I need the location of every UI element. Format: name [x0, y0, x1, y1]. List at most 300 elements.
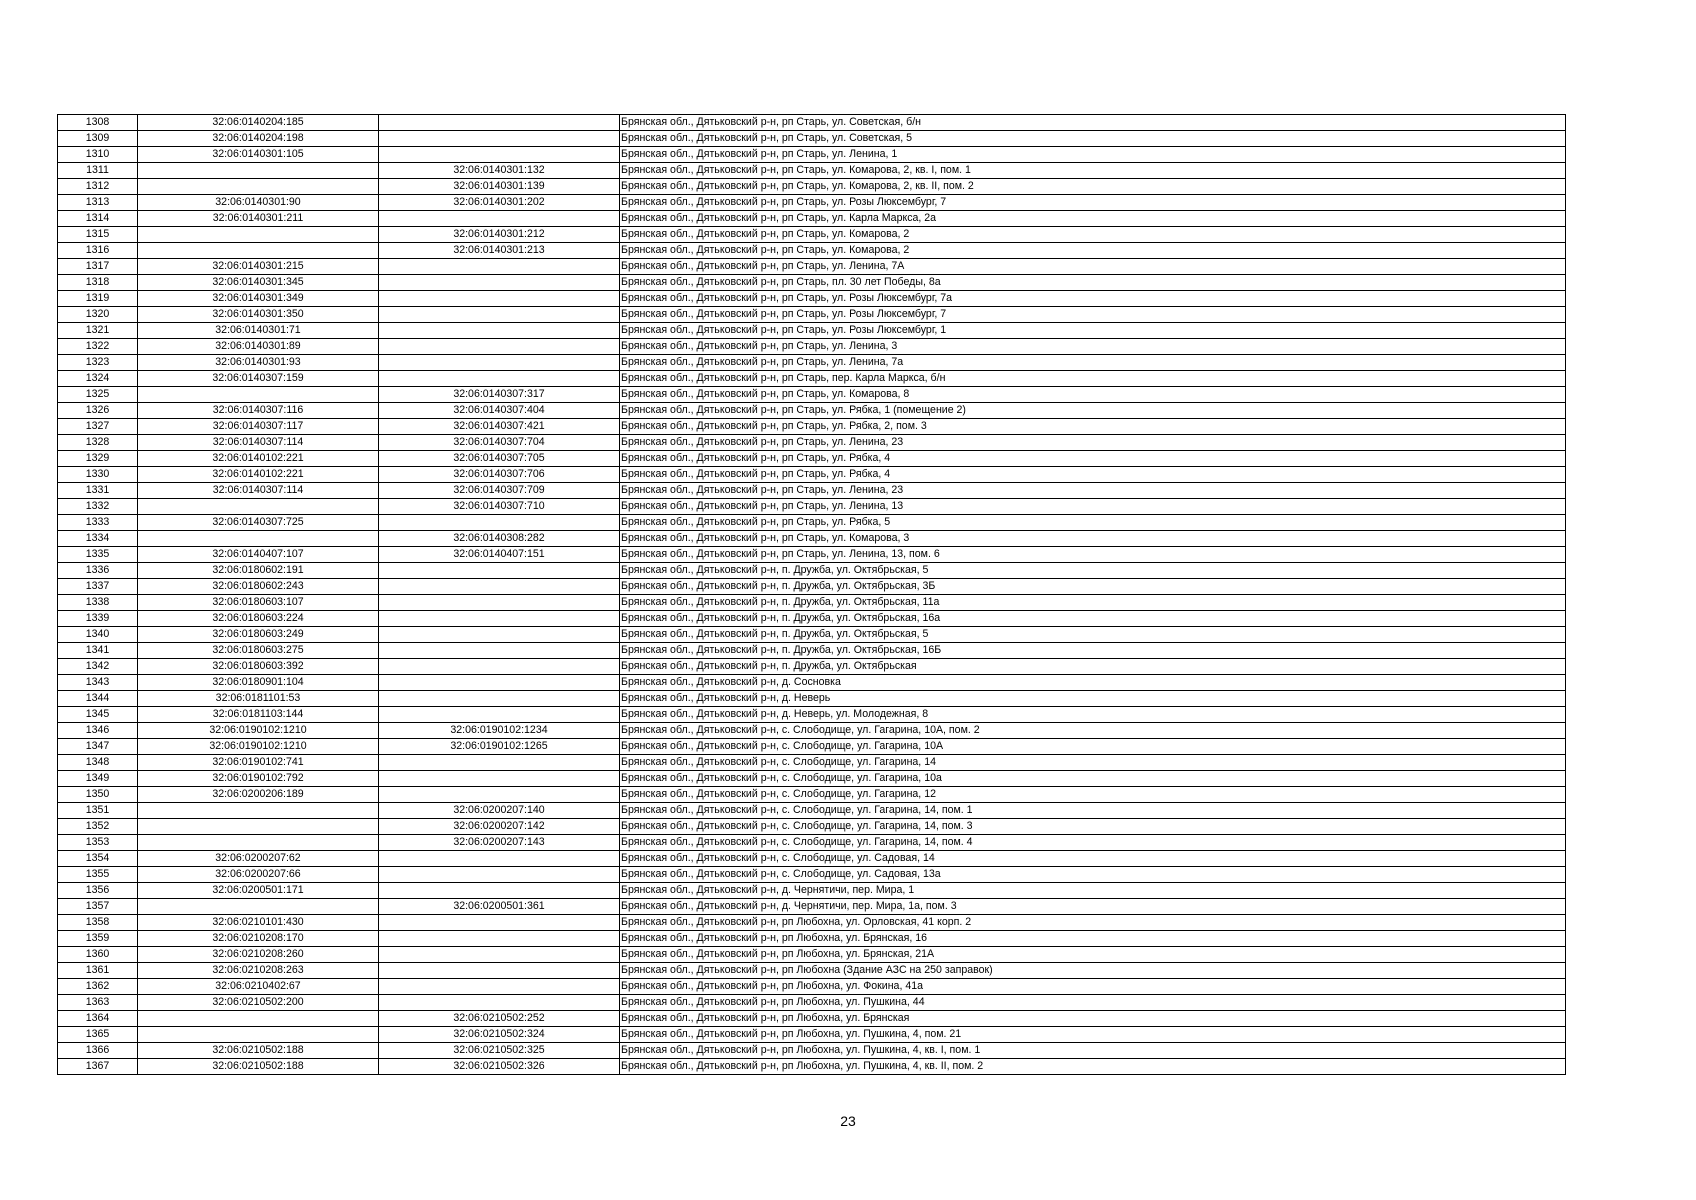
row-number-cell: 1315 [58, 227, 138, 243]
cadastral-number-cell [138, 227, 379, 243]
address-cell: Брянская обл., Дятьковский р-н, рп Старь, ул. Розы Люксембург, 1 [620, 323, 1566, 339]
table-row [58, 691, 1566, 707]
linked-cadastral-number-cell: 32:06:0140407:151 [379, 547, 620, 563]
table-row [58, 179, 1566, 195]
row-number-cell: 1318 [58, 275, 138, 291]
address-cell: Брянская обл., Дятьковский р-н, п. Дружба, ул. Октябрьская [620, 659, 1566, 675]
cadastral-number-cell: 32:06:0210402:67 [138, 979, 379, 995]
address-cell: Брянская обл., Дятьковский р-н, рп Любохна, ул. Брянская, 16 [620, 931, 1566, 947]
linked-cadastral-number-cell: 32:06:0140307:710 [379, 499, 620, 515]
address-cell: Брянская обл., Дятьковский р-н, с. Слободище, ул. Гагарина, 10А [620, 739, 1566, 755]
address-cell: Брянская обл., Дятьковский р-н, д. Чернятичи, пер. Мира, 1а, пом. 3 [620, 899, 1566, 915]
cadastral-number-cell [138, 243, 379, 259]
address-cell: Брянская обл., Дятьковский р-н, п. Дружба, ул. Октябрьская, 16а [620, 611, 1566, 627]
linked-cadastral-number-cell [379, 275, 620, 291]
table-row [58, 451, 1566, 467]
address-cell: Брянская обл., Дятьковский р-н, рп Любохна, ул. Пушкина, 44 [620, 995, 1566, 1011]
address-cell: Брянская обл., Дятьковский р-н, с. Слободище, ул. Гагарина, 10а [620, 771, 1566, 787]
cadastral-number-cell [138, 387, 379, 403]
table-row [58, 195, 1566, 211]
table-row [58, 947, 1566, 963]
linked-cadastral-number-cell: 32:06:0140307:706 [379, 467, 620, 483]
table-row [58, 291, 1566, 307]
cadastral-number-cell [138, 835, 379, 851]
table-row [58, 547, 1566, 563]
cadastral-number-cell: 32:06:0140204:185 [138, 115, 379, 131]
cadastral-number-cell: 32:06:0140301:211 [138, 211, 379, 227]
linked-cadastral-number-cell: 32:06:0200207:143 [379, 835, 620, 851]
linked-cadastral-number-cell: 32:06:0140301:213 [379, 243, 620, 259]
table-row [58, 643, 1566, 659]
linked-cadastral-number-cell [379, 931, 620, 947]
cadastral-number-cell: 32:06:0140307:725 [138, 515, 379, 531]
linked-cadastral-number-cell: 32:06:0140301:132 [379, 163, 620, 179]
address-cell: Брянская обл., Дятьковский р-н, рп Любохна, ул. Орловская, 41 корп. 2 [620, 915, 1566, 931]
cadastral-number-cell: 32:06:0190102:1210 [138, 739, 379, 755]
table-row [58, 227, 1566, 243]
table-row [58, 979, 1566, 995]
cadastral-number-cell: 32:06:0140301:350 [138, 307, 379, 323]
linked-cadastral-number-cell [379, 867, 620, 883]
address-cell: Брянская обл., Дятьковский р-н, рп Старь, ул. Ленина, 23 [620, 483, 1566, 499]
table-row [58, 771, 1566, 787]
table-row [58, 915, 1566, 931]
address-cell: Брянская обл., Дятьковский р-н, рп Старь, ул. Комарова, 3 [620, 531, 1566, 547]
cadastral-number-cell: 32:06:0140307:114 [138, 483, 379, 499]
address-cell: Брянская обл., Дятьковский р-н, рп Старь, ул. Ленина, 1 [620, 147, 1566, 163]
linked-cadastral-number-cell [379, 771, 620, 787]
linked-cadastral-number-cell [379, 707, 620, 723]
row-number-cell: 1352 [58, 819, 138, 835]
linked-cadastral-number-cell: 32:06:0140307:421 [379, 419, 620, 435]
table-row [58, 659, 1566, 675]
linked-cadastral-number-cell [379, 643, 620, 659]
address-cell: Брянская обл., Дятьковский р-н, рп Старь, ул. Карла Маркса, 2а [620, 211, 1566, 227]
linked-cadastral-number-cell [379, 307, 620, 323]
table-row [58, 371, 1566, 387]
row-number-cell: 1332 [58, 499, 138, 515]
linked-cadastral-number-cell [379, 659, 620, 675]
linked-cadastral-number-cell [379, 211, 620, 227]
row-number-cell: 1350 [58, 787, 138, 803]
address-cell: Брянская обл., Дятьковский р-н, рп Старь, ул. Ленина, 7А [620, 259, 1566, 275]
address-cell: Брянская обл., Дятьковский р-н, д. Чернятичи, пер. Мира, 1 [620, 883, 1566, 899]
row-number-cell: 1346 [58, 723, 138, 739]
linked-cadastral-number-cell: 32:06:0140307:317 [379, 387, 620, 403]
linked-cadastral-number-cell [379, 563, 620, 579]
row-number-cell: 1342 [58, 659, 138, 675]
linked-cadastral-number-cell: 32:06:0140308:282 [379, 531, 620, 547]
row-number-cell: 1357 [58, 899, 138, 915]
row-number-cell: 1362 [58, 979, 138, 995]
table-row [58, 819, 1566, 835]
row-number-cell: 1312 [58, 179, 138, 195]
table-row [58, 595, 1566, 611]
table-row [58, 963, 1566, 979]
cadastral-number-cell: 32:06:0180901:104 [138, 675, 379, 691]
table-row [58, 995, 1566, 1011]
linked-cadastral-number-cell: 32:06:0140307:704 [379, 435, 620, 451]
linked-cadastral-number-cell [379, 371, 620, 387]
linked-cadastral-number-cell [379, 611, 620, 627]
row-number-cell: 1341 [58, 643, 138, 659]
cadastral-number-cell [138, 1011, 379, 1027]
address-cell: Брянская обл., Дятьковский р-н, рп Любохна, ул. Пушкина, 4, кв. I, пом. 1 [620, 1043, 1566, 1059]
row-number-cell: 1310 [58, 147, 138, 163]
row-number-cell: 1326 [58, 403, 138, 419]
cadastral-number-cell: 32:06:0180603:249 [138, 627, 379, 643]
row-number-cell: 1337 [58, 579, 138, 595]
linked-cadastral-number-cell: 32:06:0210502:252 [379, 1011, 620, 1027]
address-cell: Брянская обл., Дятьковский р-н, с. Слободище, ул. Гагарина, 14, пом. 4 [620, 835, 1566, 851]
table-row [58, 675, 1566, 691]
row-number-cell: 1331 [58, 483, 138, 499]
page-number: 23 [840, 1113, 856, 1129]
row-number-cell: 1330 [58, 467, 138, 483]
address-cell: Брянская обл., Дятьковский р-н, п. Дружба, ул. Октябрьская, 5 [620, 627, 1566, 643]
linked-cadastral-number-cell: 32:06:0190102:1234 [379, 723, 620, 739]
linked-cadastral-number-cell: 32:06:0210502:324 [379, 1027, 620, 1043]
row-number-cell: 1309 [58, 131, 138, 147]
row-number-cell: 1314 [58, 211, 138, 227]
cadastral-number-cell: 32:06:0210502:188 [138, 1043, 379, 1059]
linked-cadastral-number-cell: 32:06:0210502:325 [379, 1043, 620, 1059]
row-number-cell: 1313 [58, 195, 138, 211]
row-number-cell: 1323 [58, 355, 138, 371]
table-row [58, 755, 1566, 771]
table-row [58, 723, 1566, 739]
table-row [58, 307, 1566, 323]
address-cell: Брянская обл., Дятьковский р-н, п. Дружба, ул. Октябрьская, 16Б [620, 643, 1566, 659]
row-number-cell: 1344 [58, 691, 138, 707]
linked-cadastral-number-cell [379, 755, 620, 771]
linked-cadastral-number-cell [379, 147, 620, 163]
table-row [58, 403, 1566, 419]
row-number-cell: 1338 [58, 595, 138, 611]
cadastral-number-cell [138, 163, 379, 179]
cadastral-number-cell: 32:06:0210208:170 [138, 931, 379, 947]
address-cell: Брянская обл., Дятьковский р-н, рп Старь, ул. Розы Люксембург, 7 [620, 307, 1566, 323]
linked-cadastral-number-cell [379, 339, 620, 355]
address-cell: Брянская обл., Дятьковский р-н, д. Сосновка [620, 675, 1566, 691]
cadastral-number-cell: 32:06:0180603:224 [138, 611, 379, 627]
linked-cadastral-number-cell [379, 915, 620, 931]
table-row [58, 259, 1566, 275]
linked-cadastral-number-cell [379, 979, 620, 995]
row-number-cell: 1365 [58, 1027, 138, 1043]
cadastral-number-cell: 32:06:0180602:243 [138, 579, 379, 595]
linked-cadastral-number-cell: 32:06:0190102:1265 [379, 739, 620, 755]
cadastral-number-cell: 32:06:0140301:349 [138, 291, 379, 307]
linked-cadastral-number-cell [379, 883, 620, 899]
table-row [58, 499, 1566, 515]
row-number-cell: 1328 [58, 435, 138, 451]
cadastral-number-cell [138, 1027, 379, 1043]
linked-cadastral-number-cell [379, 627, 620, 643]
row-number-cell: 1348 [58, 755, 138, 771]
table-row [58, 355, 1566, 371]
table-row [58, 851, 1566, 867]
cadastral-number-cell: 32:06:0210502:200 [138, 995, 379, 1011]
address-cell: Брянская обл., Дятьковский р-н, рп Любохна, ул. Пушкина, 4, кв. II, пом. 2 [620, 1059, 1566, 1075]
row-number-cell: 1363 [58, 995, 138, 1011]
address-cell: Брянская обл., Дятьковский р-н, рп Старь, ул. Ленина, 23 [620, 435, 1566, 451]
cadastral-number-cell [138, 819, 379, 835]
row-number-cell: 1321 [58, 323, 138, 339]
cadastral-number-cell: 32:06:0210502:188 [138, 1059, 379, 1075]
row-number-cell: 1336 [58, 563, 138, 579]
cadastral-number-cell: 32:06:0180603:275 [138, 643, 379, 659]
row-number-cell: 1324 [58, 371, 138, 387]
row-number-cell: 1319 [58, 291, 138, 307]
row-number-cell: 1354 [58, 851, 138, 867]
address-cell: Брянская обл., Дятьковский р-н, рп Старь, ул. Ленина, 13 [620, 499, 1566, 515]
cadastral-number-cell: 32:06:0140204:198 [138, 131, 379, 147]
linked-cadastral-number-cell [379, 851, 620, 867]
row-number-cell: 1339 [58, 611, 138, 627]
row-number-cell: 1358 [58, 915, 138, 931]
cadastral-number-cell: 32:06:0140301:93 [138, 355, 379, 371]
cadastral-number-cell: 32:06:0140301:89 [138, 339, 379, 355]
address-cell: Брянская обл., Дятьковский р-н, с. Слободище, ул. Гагарина, 12 [620, 787, 1566, 803]
cadastral-number-cell: 32:06:0200207:62 [138, 851, 379, 867]
address-cell: Брянская обл., Дятьковский р-н, рп Старь, ул. Ленина, 7а [620, 355, 1566, 371]
row-number-cell: 1355 [58, 867, 138, 883]
cadastral-number-cell: 32:06:0140102:221 [138, 467, 379, 483]
address-cell: Брянская обл., Дятьковский р-н, рп Старь, ул. Комарова, 2 [620, 227, 1566, 243]
address-cell: Брянская обл., Дятьковский р-н, д. Неверь [620, 691, 1566, 707]
address-cell: Брянская обл., Дятьковский р-н, рп Старь, ул. Рябка, 1 (помещение 2) [620, 403, 1566, 419]
linked-cadastral-number-cell: 32:06:0140307:709 [379, 483, 620, 499]
address-cell: Брянская обл., Дятьковский р-н, рп Старь, ул. Советская, б/н [620, 115, 1566, 131]
linked-cadastral-number-cell: 32:06:0200501:361 [379, 899, 620, 915]
row-number-cell: 1361 [58, 963, 138, 979]
table-row [58, 627, 1566, 643]
table-row [58, 883, 1566, 899]
linked-cadastral-number-cell [379, 947, 620, 963]
row-number-cell: 1335 [58, 547, 138, 563]
table-row [58, 147, 1566, 163]
row-number-cell: 1347 [58, 739, 138, 755]
linked-cadastral-number-cell: 32:06:0140301:139 [379, 179, 620, 195]
table-row [58, 563, 1566, 579]
table-row [58, 611, 1566, 627]
address-cell: Брянская обл., Дятьковский р-н, с. Слободище, ул. Гагарина, 10А, пом. 2 [620, 723, 1566, 739]
row-number-cell: 1359 [58, 931, 138, 947]
cadastral-number-cell: 32:06:0140301:71 [138, 323, 379, 339]
linked-cadastral-number-cell: 32:06:0210502:326 [379, 1059, 620, 1075]
table-row [58, 1043, 1566, 1059]
cadastral-number-cell: 32:06:0140102:221 [138, 451, 379, 467]
address-cell: Брянская обл., Дятьковский р-н, рп Старь, ул. Комарова, 8 [620, 387, 1566, 403]
cadastral-number-cell: 32:06:0200501:171 [138, 883, 379, 899]
address-cell: Брянская обл., Дятьковский р-н, п. Дружба, ул. Октябрьская, 3Б [620, 579, 1566, 595]
linked-cadastral-number-cell: 32:06:0200207:142 [379, 819, 620, 835]
address-cell: Брянская обл., Дятьковский р-н, рп Старь, ул. Рябка, 2, пом. 3 [620, 419, 1566, 435]
row-number-cell: 1317 [58, 259, 138, 275]
row-number-cell: 1334 [58, 531, 138, 547]
row-number-cell: 1308 [58, 115, 138, 131]
cadastral-number-cell [138, 499, 379, 515]
linked-cadastral-number-cell: 32:06:0140307:705 [379, 451, 620, 467]
table-row [58, 835, 1566, 851]
linked-cadastral-number-cell [379, 131, 620, 147]
address-cell: Брянская обл., Дятьковский р-н, рп Старь, ул. Советская, 5 [620, 131, 1566, 147]
row-number-cell: 1366 [58, 1043, 138, 1059]
table-row [58, 323, 1566, 339]
address-cell: Брянская обл., Дятьковский р-н, с. Слободище, ул. Гагарина, 14, пом. 1 [620, 803, 1566, 819]
cadastral-number-cell [138, 179, 379, 195]
row-number-cell: 1322 [58, 339, 138, 355]
row-number-cell: 1351 [58, 803, 138, 819]
row-number-cell: 1360 [58, 947, 138, 963]
cadastral-number-cell: 32:06:0180603:107 [138, 595, 379, 611]
cadastral-number-cell: 32:06:0181101:53 [138, 691, 379, 707]
address-cell: Брянская обл., Дятьковский р-н, рп Старь, ул. Ленина, 3 [620, 339, 1566, 355]
table-row [58, 899, 1566, 915]
table-row [58, 579, 1566, 595]
cadastral-number-cell: 32:06:0190102:741 [138, 755, 379, 771]
linked-cadastral-number-cell [379, 787, 620, 803]
table-row [58, 867, 1566, 883]
row-number-cell: 1333 [58, 515, 138, 531]
address-cell: Брянская обл., Дятьковский р-н, д. Неверь, ул. Молодежная, 8 [620, 707, 1566, 723]
table-row [58, 803, 1566, 819]
linked-cadastral-number-cell: 32:06:0140301:212 [379, 227, 620, 243]
address-cell: Брянская обл., Дятьковский р-н, с. Слободище, ул. Садовая, 13а [620, 867, 1566, 883]
row-number-cell: 1325 [58, 387, 138, 403]
table-row [58, 275, 1566, 291]
cadastral-table-body [58, 115, 1566, 1075]
address-cell: Брянская обл., Дятьковский р-н, рп Старь, ул. Розы Люксембург, 7а [620, 291, 1566, 307]
table-row [58, 339, 1566, 355]
row-number-cell: 1353 [58, 835, 138, 851]
table-row [58, 419, 1566, 435]
linked-cadastral-number-cell [379, 355, 620, 371]
linked-cadastral-number-cell: 32:06:0140301:202 [379, 195, 620, 211]
row-number-cell: 1329 [58, 451, 138, 467]
table-row [58, 131, 1566, 147]
address-cell: Брянская обл., Дятьковский р-н, рп Старь, ул. Рябка, 4 [620, 467, 1566, 483]
address-cell: Брянская обл., Дятьковский р-н, рп Старь, ул. Рябка, 4 [620, 451, 1566, 467]
row-number-cell: 1343 [58, 675, 138, 691]
address-cell: Брянская обл., Дятьковский р-н, с. Слободище, ул. Гагарина, 14 [620, 755, 1566, 771]
linked-cadastral-number-cell [379, 595, 620, 611]
table-row [58, 435, 1566, 451]
table-row [58, 1027, 1566, 1043]
cadastral-number-cell: 32:06:0210208:260 [138, 947, 379, 963]
cadastral-number-cell [138, 803, 379, 819]
row-number-cell: 1340 [58, 627, 138, 643]
row-number-cell: 1327 [58, 419, 138, 435]
cadastral-number-cell: 32:06:0140301:345 [138, 275, 379, 291]
table-row [58, 163, 1566, 179]
linked-cadastral-number-cell [379, 259, 620, 275]
table-row [58, 467, 1566, 483]
row-number-cell: 1311 [58, 163, 138, 179]
cadastral-number-cell: 32:06:0140301:105 [138, 147, 379, 163]
linked-cadastral-number-cell [379, 115, 620, 131]
cadastral-number-cell: 32:06:0200206:189 [138, 787, 379, 803]
table-row [58, 115, 1566, 131]
cadastral-number-cell: 32:06:0140307:114 [138, 435, 379, 451]
address-cell: Брянская обл., Дятьковский р-н, рп Старь, ул. Розы Люксембург, 7 [620, 195, 1566, 211]
cadastral-number-cell: 32:06:0140307:116 [138, 403, 379, 419]
row-number-cell: 1345 [58, 707, 138, 723]
table-row [58, 211, 1566, 227]
address-cell: Брянская обл., Дятьковский р-н, рп Любохна, ул. Брянская, 21А [620, 947, 1566, 963]
address-cell: Брянская обл., Дятьковский р-н, рп Старь, ул. Комарова, 2, кв. II, пом. 2 [620, 179, 1566, 195]
table-row [58, 1059, 1566, 1075]
linked-cadastral-number-cell [379, 691, 620, 707]
linked-cadastral-number-cell [379, 675, 620, 691]
cadastral-number-cell: 32:06:0140307:117 [138, 419, 379, 435]
cadastral-number-cell: 32:06:0140301:215 [138, 259, 379, 275]
address-cell: Брянская обл., Дятьковский р-н, рп Старь, ул. Ленина, 13, пом. 6 [620, 547, 1566, 563]
address-cell: Брянская обл., Дятьковский р-н, с. Слободище, ул. Гагарина, 14, пом. 3 [620, 819, 1566, 835]
cadastral-number-cell: 32:06:0180602:191 [138, 563, 379, 579]
row-number-cell: 1349 [58, 771, 138, 787]
address-cell: Брянская обл., Дятьковский р-н, рп Любохна (Здание АЗС на 250 заправок) [620, 963, 1566, 979]
linked-cadastral-number-cell [379, 323, 620, 339]
address-cell: Брянская обл., Дятьковский р-н, рп Любохна, ул. Брянская [620, 1011, 1566, 1027]
cadastral-number-cell: 32:06:0200207:66 [138, 867, 379, 883]
row-number-cell: 1316 [58, 243, 138, 259]
table-row [58, 243, 1566, 259]
row-number-cell: 1356 [58, 883, 138, 899]
table-row [58, 483, 1566, 499]
address-cell: Брянская обл., Дятьковский р-н, п. Дружба, ул. Октябрьская, 11а [620, 595, 1566, 611]
cadastral-number-cell [138, 531, 379, 547]
linked-cadastral-number-cell [379, 963, 620, 979]
table-row [58, 787, 1566, 803]
row-number-cell: 1320 [58, 307, 138, 323]
cadastral-number-cell: 32:06:0140407:107 [138, 547, 379, 563]
cadastral-number-cell: 32:06:0210208:263 [138, 963, 379, 979]
cadastral-number-cell: 32:06:0181103:144 [138, 707, 379, 723]
row-number-cell: 1367 [58, 1059, 138, 1075]
cadastral-number-cell: 32:06:0190102:1210 [138, 723, 379, 739]
table-row [58, 387, 1566, 403]
address-cell: Брянская обл., Дятьковский р-н, п. Дружба, ул. Октябрьская, 5 [620, 563, 1566, 579]
address-cell: Брянская обл., Дятьковский р-н, рп Старь, ул. Комарова, 2 [620, 243, 1566, 259]
address-cell: Брянская обл., Дятьковский р-н, рп Старь, пер. Карла Маркса, б/н [620, 371, 1566, 387]
table-row [58, 1011, 1566, 1027]
table-row [58, 515, 1566, 531]
table-row [58, 739, 1566, 755]
address-cell: Брянская обл., Дятьковский р-н, рп Любохна, ул. Пушкина, 4, пом. 21 [620, 1027, 1566, 1043]
cadastral-number-cell: 32:06:0140307:159 [138, 371, 379, 387]
table-row [58, 931, 1566, 947]
table-row [58, 707, 1566, 723]
linked-cadastral-number-cell: 32:06:0200207:140 [379, 803, 620, 819]
table-row [58, 531, 1566, 547]
row-number-cell: 1364 [58, 1011, 138, 1027]
linked-cadastral-number-cell [379, 579, 620, 595]
cadastral-number-cell [138, 899, 379, 915]
address-cell: Брянская обл., Дятьковский р-н, рп Старь, ул. Рябка, 5 [620, 515, 1566, 531]
address-cell: Брянская обл., Дятьковский р-н, рп Старь, ул. Комарова, 2, кв. I, пом. 1 [620, 163, 1566, 179]
cadastral-number-cell: 32:06:0180603:392 [138, 659, 379, 675]
linked-cadastral-number-cell [379, 515, 620, 531]
address-cell: Брянская обл., Дятьковский р-н, с. Слободище, ул. Садовая, 14 [620, 851, 1566, 867]
cadastral-number-cell: 32:06:0140301:90 [138, 195, 379, 211]
cadastral-number-cell: 32:06:0190102:792 [138, 771, 379, 787]
cadastral-table [57, 114, 1566, 1075]
linked-cadastral-number-cell: 32:06:0140307:404 [379, 403, 620, 419]
cadastral-number-cell: 32:06:0210101:430 [138, 915, 379, 931]
address-cell: Брянская обл., Дятьковский р-н, рп Старь, пл. 30 лет Победы, 8а [620, 275, 1566, 291]
